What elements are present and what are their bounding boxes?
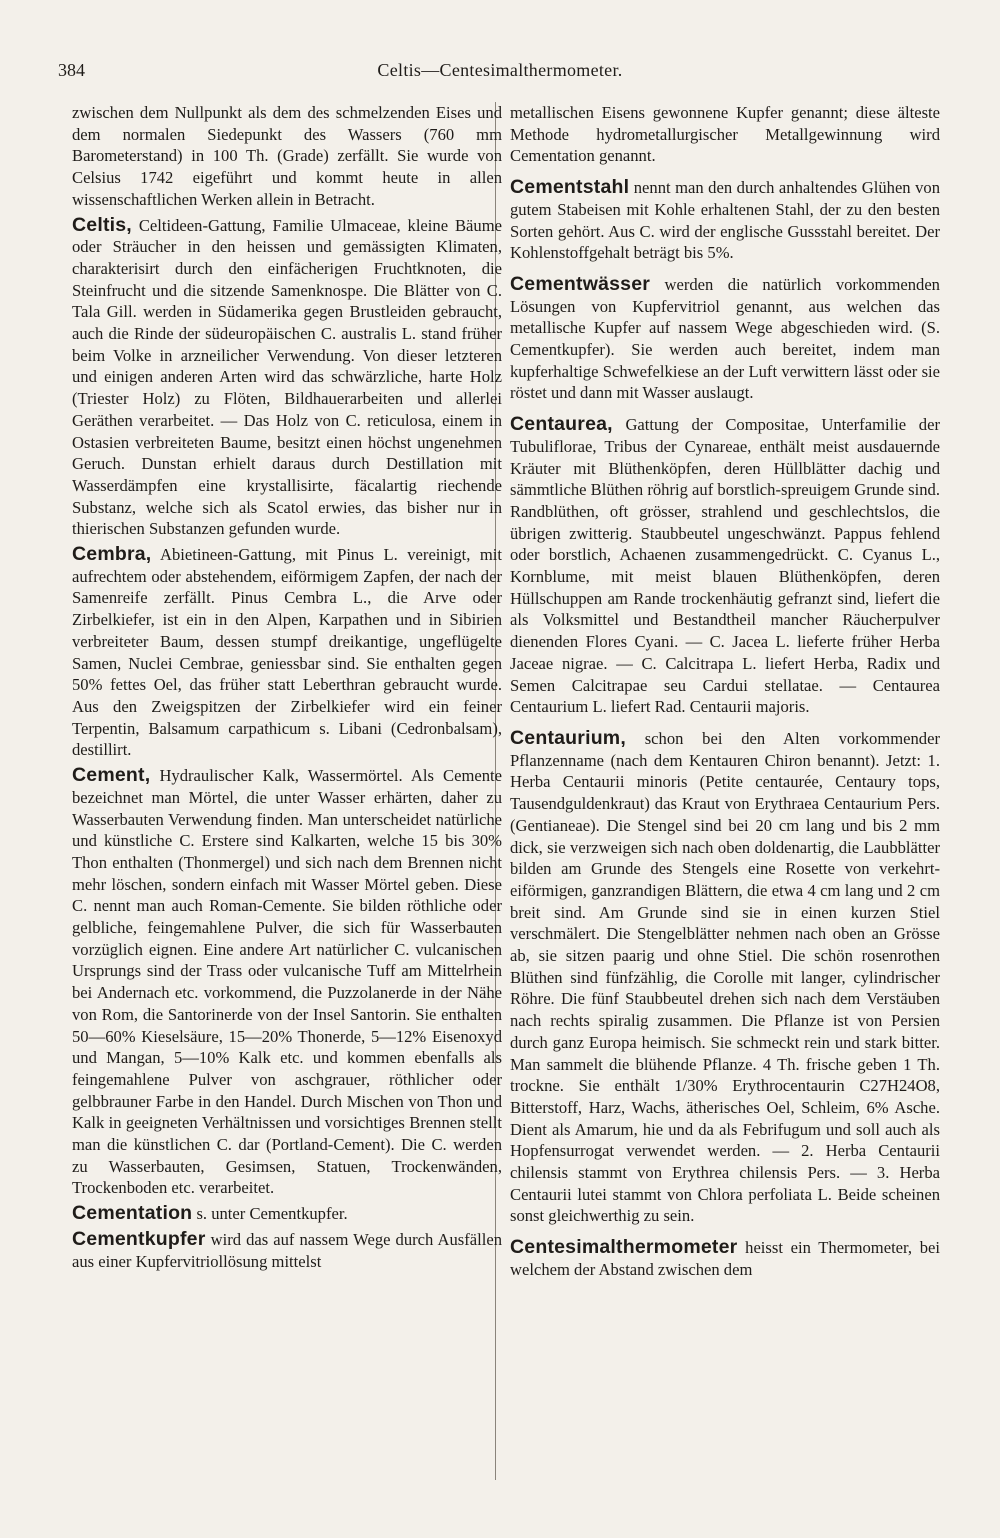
entry-headword: Cementation [72, 1202, 193, 1225]
entry-continuation [510, 102, 940, 167]
entry-cembra [72, 544, 502, 761]
entry-headword: Centaurea, [510, 413, 613, 436]
entry-headword: Centesimalthermometer [510, 1236, 738, 1259]
entry-headword: Centaurium, [510, 726, 626, 749]
entry-headword: Celtis, [72, 213, 132, 236]
entry-continuation [72, 102, 502, 211]
entry-headword: Cement, [72, 764, 151, 787]
entry-text: metallischen Eisens gewonnene Kupfer genannt; diese älteste Methode hydrometallurgischer Metallgewinnung wird Cementation genannt. [510, 103, 940, 166]
entry-centaurea [510, 414, 940, 718]
entry-text: Hydraulischer Kalk, Wassermörtel. Als Cemente bezeichnet man Mörtel, die unter Wasser erhärten, daher zu Wasserbauten Verwendung finden. Man unterscheidet natürliche und künstliche C. Erstere sind Kalkarten, welche 15 bis 30% Thon enthalten (Thonmergel) und sich nach dem Brennen nicht mehr löschen, sondern einfach mit Wasser Mörtel geben. Diese C. nennt man auch Roman-Cemente. Sie bilden röthliche oder gelbliche, feingemahlene Pulver, die sich für Wasserbauten vorzüglich eignen. Eine andere Art natürlicher C. vulcanischen Ursprungs sind der Trass oder vulcanische Tuff am Mittelrhein bei Andernach etc. vorkommend, die Puzzolanerde in der Nähe von Rom, die Santorinerde von der Insel Santorin. Sie enthalten 50—60% Kieselsäure, 15—20% Thonerde, 5—12% Eisenoxyd und Mangan, 5—10% Kalk etc. und kommen ebenfalls als feingemahlene Pulver von aschgrauer, röthlicher oder gelbbrauner Farbe in den Handel. Durch Mischen von Thon und Kalk in geeigneten Verhältnissen und vorsichtiges Brennen stellt man die künstlichen C. dar (Portland-Cement). Die C. werden zu Wasserbauten, Gesimsen, Statuen, Trockenwänden, Trockenboden etc. verarbeitet. [72, 766, 502, 1198]
page-title: Celtis—Centesimalthermometer. [377, 60, 623, 80]
left-column [72, 102, 502, 1272]
entry-cementstahl [510, 177, 940, 264]
entry-text: heisst ein Thermometer, bei welchem der Abstand zwischen dem [510, 1238, 940, 1279]
entry-text: Celtideen-Gattung, Familie Ulmaceae, kleine Bäume oder Sträucher in den heissen und gemässigten Klimaten, charakterisirt durch den einfächerigen Fruchtknoten, die Steinfrucht und die sitzende Samenknospe. Die Blätter von C. Tala Gill. werden in Südamerika gegen Brustleiden gebraucht, auch die Rinde der südeuropäischen C. australis L. stand früher beim Volke in arzneilicher Verwendung. Von dieser letzteren und einigen anderen Arten wird das schwärzliche, harte Holz (Triester Holz) zu Flöten, Bildhauerarbeiten und allerlei Geräthen verarbeitet. — Das Holz von C. reticulosa, einem in Ostasien verbreiteten Baume, besitzt einen höchst ungenehmen Geruch. Dunstan erhielt daraus durch Destillation mit Wasserdämpfen eine krystallisirte, fäcalartig riechende Substanz, welche sich als Scatol erwies, das bisher nur in thierischen Substanzen gefunden wurde. [72, 215, 502, 539]
entry-celtis [72, 215, 502, 541]
entry-text: schon bei den Alten vorkommender Pflanzenname (nach dem Kentauren Chiron benannt). Jetzt: 1. Herba Centaurii minoris (Petite centaurée, Centaury tops, Tausendguldenkraut) das Kraut von Erythraea Centaurium Pers. (Gentianeae). Die Stengel sind bei 20 cm lang und bis 2 mm dick, sie verzweigen sich nach oben doldenartig, die Laubblätter bilden am Grunde des Stengels eine Rosette von verkehrt-eiförmigen, ganzrandigen Blättern, die etwa 4 cm lang und 2 cm breit sind. Am Grunde sind sie in einen kurzen Stiel verschmälert. Die Stengelblätter nehmen nach oben an Grösse ab, sie sitzen paarig und ohne Stiel. Die schön rosenrothen Blüthen sind fünfzählig, die Corolle mit langer, cylindrischer Röhre. Die fünf Staubbeutel drehen sich nach dem Verstäuben nach rechts spiralig zusammen. Die Pflanze ist von Persien durch ganz Europa heimisch. Sie schmeckt rein und stark bitter. Man sammelt die blühende Pflanze. 4 Th. frische geben 1 Th. trockne. Sie enthält 1/30% Erythrocentaurin C27H24O8, Bitterstoff, Harz, Wachs, ätherisches Oel, Schleim, 6% Asche. Dient als Amarum, hie und da als Febrifugum und soll auch als Hopfensurrogat verwendet werden. — 2. Herba Centaurii chilensis stammt von Erythrea chilensis Pers. — 3. Herba Centaurii lutei stammt von Chlora perfoliata L. Beide scheinen sonst gleichwerthig zu sein. [510, 728, 940, 1226]
entry-centesimalthermometer [510, 1237, 940, 1280]
entry-centaurium [510, 728, 940, 1227]
running-head [58, 60, 942, 88]
entry-cement [72, 765, 502, 1199]
entry-headword: Cementkupfer [72, 1227, 206, 1250]
entry-text: Abietineen-Gattung, mit Pinus L. vereinigt, mit aufrechtem oder abstehendem, eiförmigem Zapfen, der nach der Samenreife zerfällt. Pinus Cembra L., die Arve oder Zirbelkiefer, ist ein in den Alpen, Karpathen und in Sibirien verbreiteter Baum, dessen stumpf dreikantige, ungeflügelte Samen, Nuclei Cembrae, geniessbar sind. Sie enthalten gegen 50% fettes Oel, das früher statt Leberthran gebraucht wurde. Aus den Zweigspitzen der Zirbelkiefer wird ein feiner Terpentin, Balsamum carpathicum s. Libani (Cedronbalsam), destillirt. [72, 545, 503, 760]
entry-text: nennt man den durch anhaltendes Glühen von gutem Stabeisen mit Kohle erhaltenen Stahl, der zu den besten Sorten gehört. Aus C. wird der englische Gussstahl bereitet. Der Kohlenstoffgehalt beträgt bis 5%. [510, 178, 940, 263]
entry-headword: Cembra, [72, 543, 152, 566]
right-column [510, 102, 940, 1281]
entry-text: zwischen dem Nullpunkt als dem des schmelzenden Eises und dem normalen Siedepunkt des Wassers (760 mm Barometerstand) in 100 Th. (Grade) zerfällt. Sie wurde von Celsius 1742 eigeführt und kommt heute in allen wissenschaftlichen Werken allein in Betracht. [72, 103, 502, 209]
entry-headword: Cementstahl [510, 176, 630, 199]
entry-text: wird das auf nassem Wege durch Ausfällen aus einer Kupfervitriollösung mittelst [72, 1229, 502, 1271]
entry-text: s. unter Cementkupfer. [196, 1204, 348, 1224]
entry-text: werden die natürlich vorkommenden Lösungen von Kupfervitriol genannt, aus welchen das metallische Kupfer auf nassem Wege abgeschieden wird. (S. Cementkupfer). Sie werden auch bereitet, indem man kupferhaltige Schwefelkiese an der Luft verwittern lässt oder sie röstet und dann mit Wasser auslaugt. [510, 274, 940, 403]
entry-text: Gattung der Compositae, Unterfamilie der Tubuliflorae, Tribus der Cynareae, enthält meist ausdauernde Kräuter mit Blüthenköpfen, deren Hüllblätter dachig und sämmtliche Blüthen röhrig auf borstlich-spreuigem Grunde sind. Randblüthen, oft grösser, strahlend und geschlechtslos, die übrigen zwitterig. Staubbeutel ungeschwänzt. Pappus fehlend oder borstlich, Achaenen zusammengedrückt. C. Cyanus L., Kornblume, mit meist blauen Blüthenköpfen, deren Hüllschuppen am Rande trockenhäutig gefranzt sind, liefert die als Volksmittel und Bestandtheil mancher Räucherpulver dienenden Flores Cyani. — C. Jacea L. lieferte früher Herba Jaceae nigrae. — C. Calcitrapa L. liefert Herba, Radix und Semen Calcitrapae seu Cardui stellatae. — Centaurea Centaurium L. liefert Rad. Centaurii majoris. [510, 415, 940, 717]
entry-cementwaesser [510, 274, 940, 404]
page-number: 384 [58, 60, 85, 80]
entry-cementation [72, 1203, 502, 1225]
entry-cementkupfer [72, 1229, 502, 1272]
entry-headword: Cementwässer [510, 272, 651, 295]
